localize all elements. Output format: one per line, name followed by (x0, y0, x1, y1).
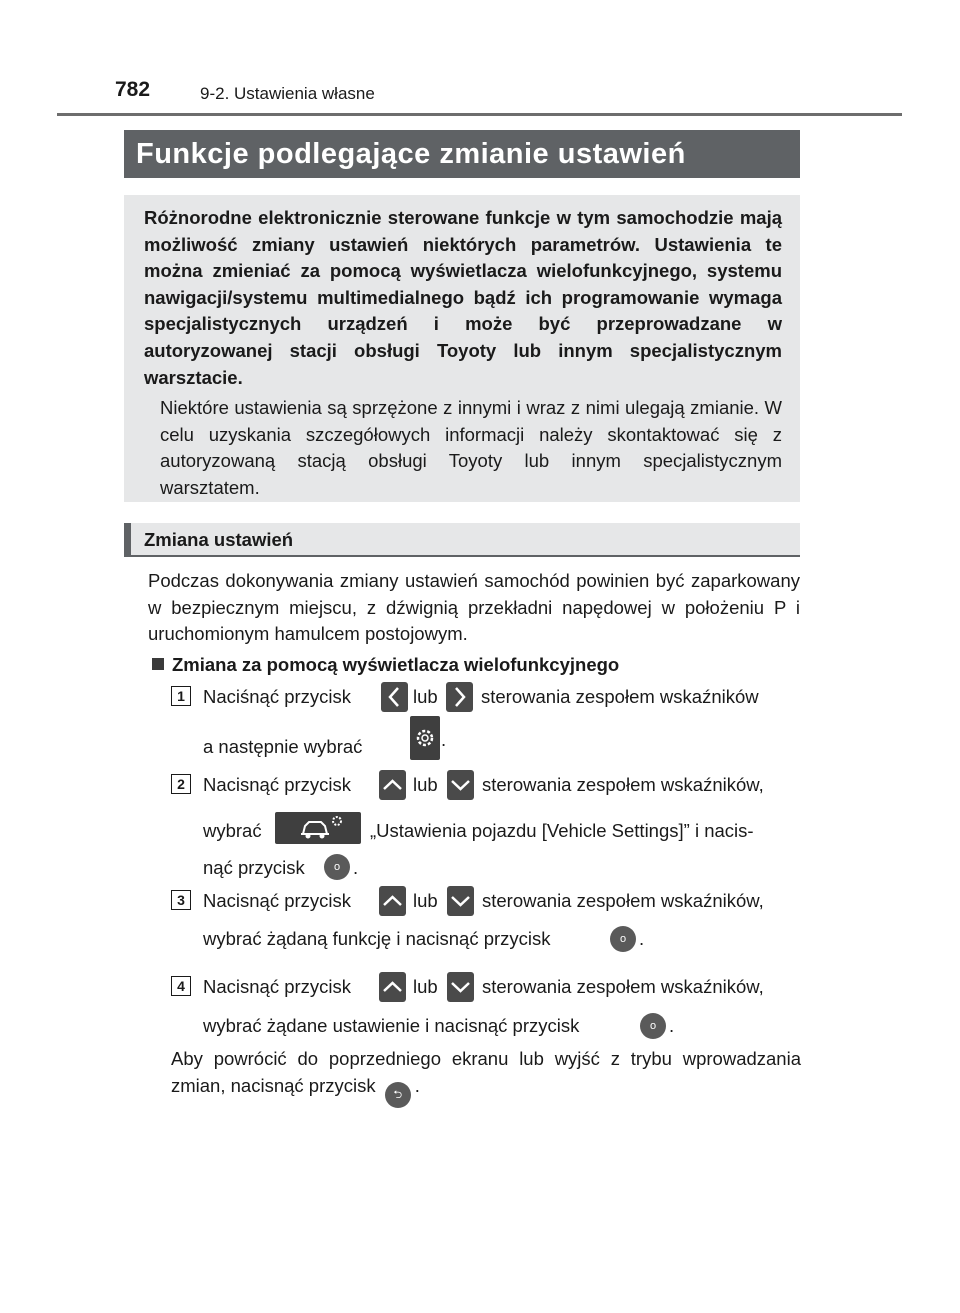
subsection-title: Zmiana ustawień (144, 529, 294, 550)
step-number-4: 4 (171, 976, 191, 996)
step2-text-c: wybrać (203, 820, 262, 841)
subsection-text: Podczas dokonywania zmiany ustawień samochód powinien być zaparkowany w bezpiecznym miejscu, z dźwignią przekładni napędowej w położeniu P i uruchomionym hamulcem postojowym. (148, 570, 800, 645)
step2-text-a: Nacisnąć przycisk (203, 774, 352, 795)
step1-text-d: . (441, 729, 447, 750)
vehicle-settings-icon (275, 812, 361, 844)
square-bullet-icon (152, 658, 164, 670)
chevron-up-icon (379, 886, 406, 916)
step2-text-e: nąć przycisk (203, 857, 305, 878)
chevron-left-icon (381, 682, 408, 712)
chevron-up-icon (379, 972, 406, 1002)
chevron-down-icon (447, 886, 474, 916)
step3-text-b: sterowania zespołem wskaźników, (482, 890, 764, 911)
running-header: 9-2. Ustawienia własne (200, 84, 375, 103)
step4-text-d: . (669, 1015, 675, 1036)
step1-lub: lub (413, 686, 438, 707)
method-heading-text: Zmiana za pomocą wyświetlacza wielofunkcyjnego (172, 654, 620, 675)
chevron-down-icon (447, 972, 474, 1002)
back-button-icon: ⮌ (385, 1082, 411, 1108)
step3-text-a: Nacisnąć przycisk (203, 890, 352, 911)
step2-lub: lub (413, 774, 438, 795)
ok-button-icon: o (640, 1013, 666, 1039)
method-heading (152, 654, 619, 676)
step2-text-b: sterowania zespołem wskaźników, (482, 774, 764, 795)
step-number-1: 1 (171, 686, 191, 706)
final-note-text: Aby powrócić do poprzedniego ekranu lub wyjść z trybu wprowadzania zmian, nacisnąć przycisk (171, 1048, 801, 1096)
step2-text-f: . (353, 857, 359, 878)
step-number-3: 3 (171, 890, 191, 910)
subsection-bar (124, 523, 131, 557)
step4-text-b: sterowania zespołem wskaźników, (482, 976, 764, 997)
step3-text-c: wybrać żądaną funkcję i nacisnąć przycisk (203, 928, 551, 949)
step3-lub: lub (413, 890, 438, 911)
gear-icon (410, 716, 440, 760)
intro-box (124, 195, 800, 502)
step4-text-c: wybrać żądane ustawienie i nacisnąć przycisk (203, 1015, 580, 1036)
chevron-down-icon (447, 770, 474, 800)
step4-lub: lub (413, 976, 438, 997)
subsection-heading (124, 523, 800, 557)
ok-button-icon: o (610, 926, 636, 952)
page-number: 782 (115, 78, 151, 101)
step3-text-d: . (639, 928, 645, 949)
intro-note-text: Niektóre ustawienia są sprzężone z innymi i wraz z nimi ulegają zmianie. W celu uzyskania szczegółowych informacji należy skontaktować się z autoryzowaną stacją obsługi Toyoty lub innym specjalistycznym warsztatem. (160, 397, 782, 498)
chevron-up-icon (379, 770, 406, 800)
subsection-body (148, 568, 800, 648)
intro-bold-text: Różnorodne elektronicznie sterowane funkcje w tym samochodzie mają możliwość zmiany ustawień niektórych parametrów. Ustawienia te można zmieniać za pomocą wyświetlacza wielofunkcyjnego, systemu nawigacji/systemu multimedialnego bądź ich programowanie wymaga specjalistycznych urządzeń i może być przeprowadzane w autoryzowanej stacji obsługi Toyoty lub innym specjalistycznym warsztacie. (144, 207, 782, 388)
step-number-2: 2 (171, 774, 191, 794)
step1-text-c: a następnie wybrać (203, 736, 363, 757)
step1-text-b: sterowania zespołem wskaźników (481, 686, 759, 707)
final-note-end: . (414, 1075, 420, 1096)
chevron-right-icon (446, 682, 473, 712)
step1-text-a: Naciśnąć przycisk (203, 686, 352, 707)
step2-text-d: „Ustawienia pojazdu [Vehicle Settings]” i nacis- (370, 820, 754, 841)
ok-button-icon: o (324, 854, 350, 880)
step4-text-a: Nacisnąć przycisk (203, 976, 352, 997)
header-rule (57, 113, 902, 116)
final-note (171, 1045, 801, 1108)
page-title: Funkcje podlegające zmianie ustawień (124, 130, 800, 178)
